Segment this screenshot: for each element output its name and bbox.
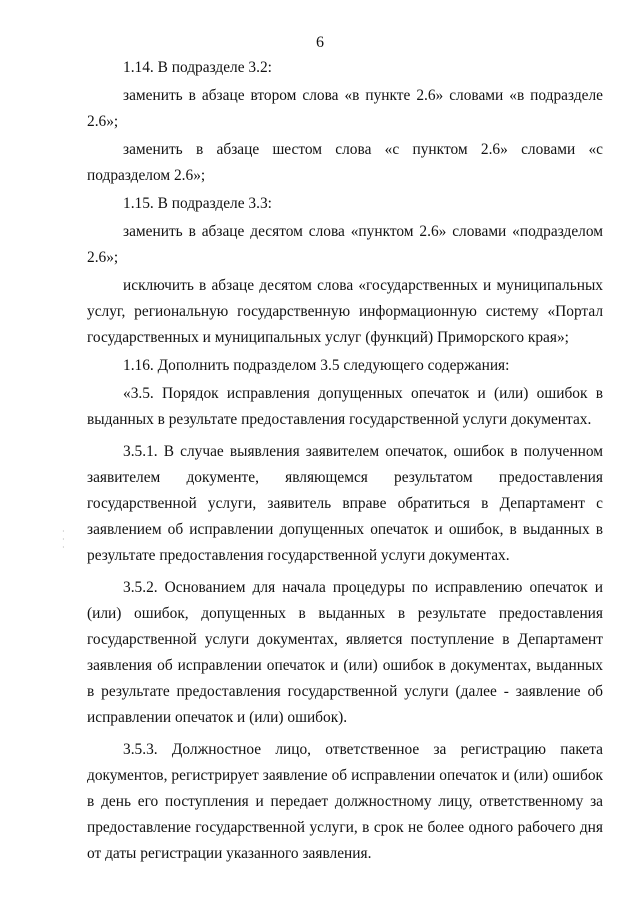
paragraph-3-5-2: 3.5.2. Основанием для начала процедуры по исправлению опечаток и (или) ошибок, допущенных в выданных в результате предоставления государственной услуги документах, является поступление в Департамент заявления об исправлении опечаток и (или) ошибок в документах, выданных в результате предоставления государственной услуги (далее - заявление об исправлении опечаток и (или) ошибок). [87,579,603,726]
scan-margin-marks: · · · [62,527,65,552]
paragraph-exclude-tenth: исключить в абзаце десятом слова «государственных и муниципальных услуг, региональную государственную информационную систему «Портал государственных и муниципальных услуг (функций) Приморского края»; [87,277,603,346]
paragraph-3-5: «3.5. Порядок исправления допущенных опечаток и (или) ошибок в выданных в результате предоставления государственной услуги документах. [87,385,603,428]
paragraph-3-5-3: 3.5.3. Должностное лицо, ответственное за регистрацию пакета документов, регистрирует заявление об исправлении опечаток и (или) ошибок в день его поступления и передает должностному лицу, ответственному за предоставление государственной услуги, в срок не более одного рабочего дня от даты регистрации указанного заявления. [87,741,603,862]
page-number: 6 [316,34,324,51]
paragraph-replace-second: заменить в абзаце втором слова «в пункте 2.6» словами «в подразделе 2.6»; [87,87,603,130]
paragraph-3-5-1: 3.5.1. В случае выявления заявителем опечаток, ошибок в полученном заявителем документе, являющемся результатом предоставления государственной услуги, заявитель вправе обратиться в Департамент с заявлением об исправлении допущенных опечаток и ошибок, в выданных в результате предоставления государственной услуги документах. [87,443,603,564]
paragraph-1-15: 1.15. В подразделе 3.3: [123,195,272,212]
paragraph-1-14: 1.14. В подразделе 3.2: [123,59,272,76]
paragraph-1-16: 1.16. Дополнить подразделом 3.5 следующего содержания: [123,357,510,374]
document-body [87,55,603,867]
paragraph-replace-sixth: заменить в абзаце шестом слова «с пунктом 2.6» словами «с подразделом 2.6»; [87,141,603,184]
paragraph-replace-tenth: заменить в абзаце десятом слова «пунктом 2.6» словами «подразделом 2.6»; [87,223,603,266]
